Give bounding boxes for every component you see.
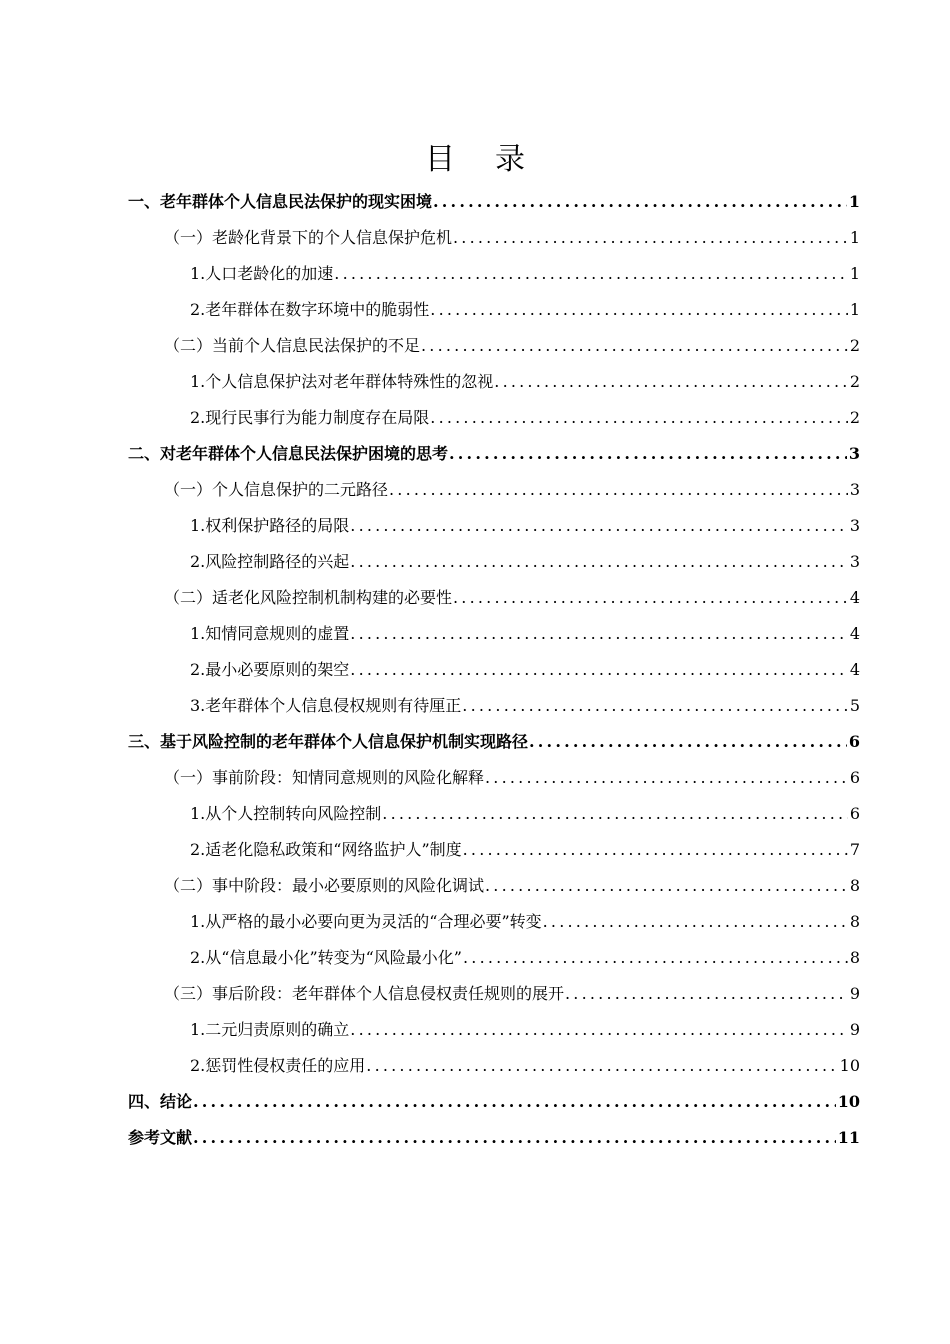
toc-entry-title: 1.人口老龄化的加速 xyxy=(190,264,334,283)
toc-entry[interactable] xyxy=(128,724,860,760)
toc-dot-leader xyxy=(529,724,847,760)
toc-entry-page-number: 8 xyxy=(849,876,860,895)
toc-entry-title: 一、老年群体个人信息民法保护的现实困境 xyxy=(128,192,433,211)
toc-entry[interactable] xyxy=(128,976,860,1012)
toc-dot-leader xyxy=(350,544,848,580)
toc-entry[interactable] xyxy=(128,1084,860,1120)
toc-entry[interactable] xyxy=(128,256,860,292)
toc-entry-title: 2.老年群体在数字环境中的脆弱性 xyxy=(190,300,430,319)
toc-entry-page-number: 4 xyxy=(849,624,860,643)
toc-entry-title: （三）事后阶段：老年群体个人信息侵权责任规则的展开 xyxy=(164,984,565,1003)
toc-dot-leader xyxy=(494,364,848,400)
toc-dot-leader xyxy=(565,976,848,1012)
toc-entry[interactable] xyxy=(128,652,860,688)
toc-entry-page-number: 6 xyxy=(849,768,860,787)
toc-dot-leader xyxy=(463,940,848,976)
toc-entry-page-number: 4 xyxy=(849,660,860,679)
toc-entry-page-number: 7 xyxy=(849,840,860,859)
toc-entry[interactable] xyxy=(128,580,860,616)
toc-entry-title: 1.权利保护路径的局限 xyxy=(190,516,350,535)
toc-entry-title: 三、基于风险控制的老年群体个人信息保护机制实现路径 xyxy=(128,732,529,751)
toc-entry-page-number: 1 xyxy=(848,192,860,211)
toc-entry-page-number: 5 xyxy=(849,696,860,715)
toc-entry-title: 2.惩罚性侵权责任的应用 xyxy=(190,1056,366,1075)
toc-entry-title: 2.适老化隐私政策和“网络监护人”制度 xyxy=(190,840,462,859)
toc-entry-page-number: 9 xyxy=(849,1020,860,1039)
toc-entry-page-number: 6 xyxy=(849,804,860,823)
toc-dot-leader xyxy=(382,796,848,832)
toc-dot-leader xyxy=(430,400,848,436)
toc-entry-title: （二）当前个人信息民法保护的不足 xyxy=(164,336,421,355)
toc-entry-page-number: 10 xyxy=(837,1092,860,1111)
toc-dot-leader xyxy=(433,184,847,220)
toc-entry[interactable] xyxy=(128,832,860,868)
toc-entry-title: （一）个人信息保护的二元路径 xyxy=(164,480,389,499)
toc-entry[interactable] xyxy=(128,796,860,832)
toc-entry[interactable] xyxy=(128,400,860,436)
toc-entry[interactable] xyxy=(128,544,860,580)
page-title: 目录 xyxy=(425,142,565,178)
toc-entry-page-number: 9 xyxy=(849,984,860,1003)
toc-entry-title: 2.最小必要原则的架空 xyxy=(190,660,350,679)
toc-entry-page-number: 8 xyxy=(849,948,860,967)
toc-entry-page-number: 1 xyxy=(849,228,860,247)
toc-entry-title: 2.现行民事行为能力制度存在局限 xyxy=(190,408,430,427)
toc-entry-title: 1.从严格的最小必要向更为灵活的“合理必要”转变 xyxy=(190,912,542,931)
toc-entry-title: 1.知情同意规则的虚置 xyxy=(190,624,350,643)
toc-entry[interactable] xyxy=(128,184,860,220)
toc-entry-page-number: 2 xyxy=(849,408,860,427)
toc-entry-page-number: 6 xyxy=(848,732,860,751)
toc-dot-leader xyxy=(485,868,848,904)
toc-entry-page-number: 2 xyxy=(849,336,860,355)
toc-entry[interactable] xyxy=(128,472,860,508)
toc-entry[interactable] xyxy=(128,436,860,472)
toc-dot-leader xyxy=(350,1012,848,1048)
toc-entry[interactable] xyxy=(128,220,860,256)
toc-entry-page-number: 8 xyxy=(849,912,860,931)
toc-entry[interactable] xyxy=(128,364,860,400)
toc-entry-page-number: 3 xyxy=(848,444,860,463)
toc-entry-title: 二、对老年群体个人信息民法保护困境的思考 xyxy=(128,444,449,463)
toc-entry[interactable] xyxy=(128,904,860,940)
toc-entry[interactable] xyxy=(128,1120,860,1156)
toc-entry-page-number: 1 xyxy=(849,300,860,319)
toc-dot-leader xyxy=(462,688,848,724)
toc-dot-leader xyxy=(430,292,848,328)
toc-entry[interactable] xyxy=(128,868,860,904)
toc-dot-leader xyxy=(463,832,848,868)
toc-entry-page-number: 3 xyxy=(849,516,860,535)
toc-entry-title: （一）老龄化背景下的个人信息保护危机 xyxy=(164,228,453,247)
toc-entry-title: 参考文献 xyxy=(128,1128,193,1147)
toc-entry-page-number: 3 xyxy=(849,552,860,571)
toc-dot-leader xyxy=(350,652,848,688)
toc-entry-title: （一）事前阶段：知情同意规则的风险化解释 xyxy=(164,768,485,787)
toc-dot-leader xyxy=(350,616,848,652)
toc-entry[interactable] xyxy=(128,292,860,328)
toc-dot-leader xyxy=(421,328,848,364)
toc-entry-page-number: 2 xyxy=(849,372,860,391)
toc-dot-leader xyxy=(543,904,848,940)
toc-entry-title: 2.从“信息最小化”转变为“风险最小化” xyxy=(190,948,462,967)
toc-dot-leader xyxy=(334,256,848,292)
toc-entry-page-number: 1 xyxy=(849,264,860,283)
toc-entry-title: 四、结论 xyxy=(128,1092,193,1111)
toc-entry-page-number: 3 xyxy=(849,480,860,499)
toc-entry-page-number: 11 xyxy=(837,1128,860,1147)
toc-entry[interactable] xyxy=(128,328,860,364)
toc-entry-title: （二）适老化风险控制机制构建的必要性 xyxy=(164,588,453,607)
toc-entry[interactable] xyxy=(128,1048,860,1084)
table-of-contents xyxy=(128,184,860,1156)
toc-entry[interactable] xyxy=(128,1012,860,1048)
toc-dot-leader xyxy=(453,220,848,256)
toc-dot-leader xyxy=(350,508,848,544)
toc-dot-leader xyxy=(449,436,847,472)
toc-entry[interactable] xyxy=(128,760,860,796)
toc-entry-title: （二）事中阶段：最小必要原则的风险化调试 xyxy=(164,876,485,895)
toc-entry-page-number: 10 xyxy=(839,1056,860,1075)
toc-dot-leader xyxy=(193,1084,836,1120)
toc-entry-title: 2.风险控制路径的兴起 xyxy=(190,552,350,571)
toc-dot-leader xyxy=(485,760,848,796)
toc-entry-title: 1.个人信息保护法对老年群体特殊性的忽视 xyxy=(190,372,494,391)
toc-entry[interactable] xyxy=(128,508,860,544)
toc-dot-leader xyxy=(366,1048,837,1084)
toc-entry[interactable] xyxy=(128,688,860,724)
toc-entry-page-number: 4 xyxy=(849,588,860,607)
toc-dot-leader xyxy=(453,580,848,616)
toc-entry[interactable] xyxy=(128,616,860,652)
toc-entry-title: 1.从个人控制转向风险控制 xyxy=(190,804,382,823)
toc-dot-leader xyxy=(389,472,848,508)
toc-dot-leader xyxy=(193,1120,836,1156)
toc-entry-title: 3.老年群体个人信息侵权规则有待厘正 xyxy=(190,696,462,715)
toc-entry[interactable] xyxy=(128,940,860,976)
toc-entry-title: 1.二元归责原则的确立 xyxy=(190,1020,350,1039)
